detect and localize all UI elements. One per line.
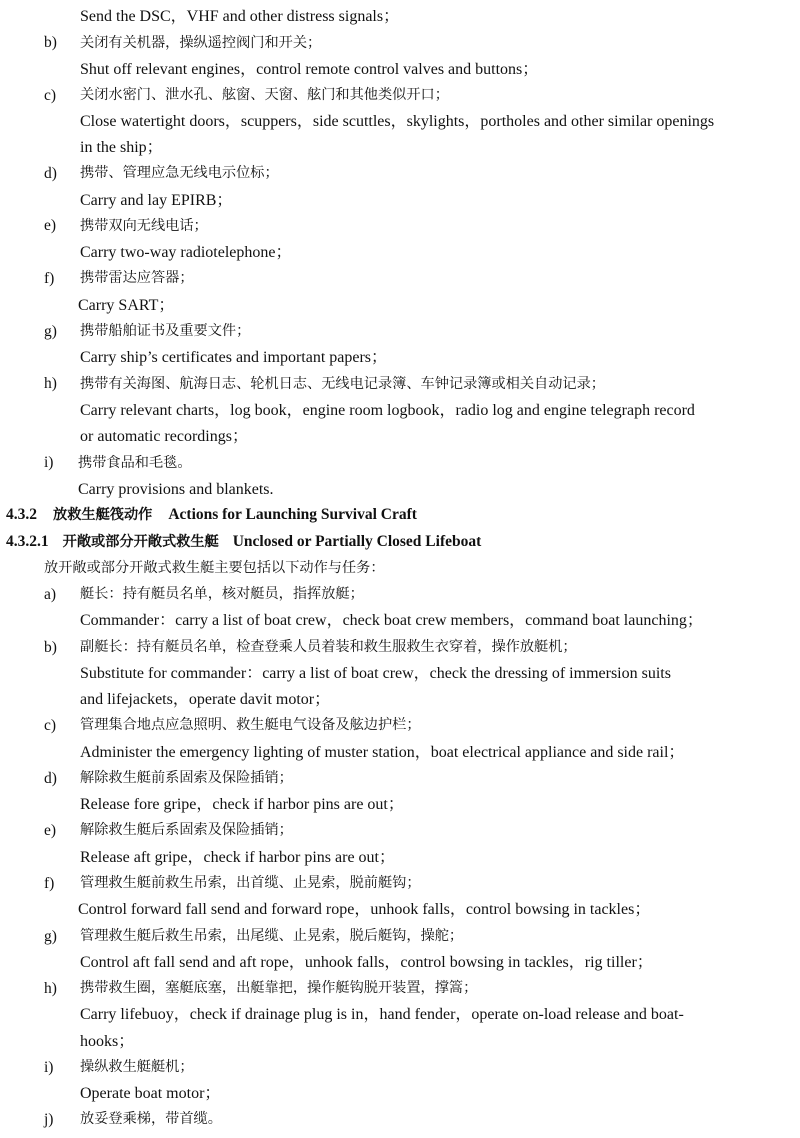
item-f-en: Carry SART； (78, 297, 175, 314)
task-i-zh: 操纵救生艇艇机； (80, 1059, 194, 1075)
item-e-en: Carry two-way radiotelephone； (80, 244, 292, 261)
subsection-number: 4.3.2.1 (6, 533, 49, 550)
item-c-en-line1: Close watertight doors，scuppers，side scuttles，skylights，portholes and other similar openings (80, 113, 715, 130)
item-e-zh: 携带双向无线电话； (80, 218, 208, 234)
item-h-en-line2: or automatic recordings； (80, 428, 248, 445)
task-letter-j: j) (44, 1111, 54, 1128)
item-letter-d: d) (44, 165, 57, 182)
task-g-zh: 管理救生艇后救生吊索，出尾缆、止晃索，脱后艇钩，操舵； (80, 928, 464, 944)
task-letter-a: a) (44, 586, 57, 603)
item-d-en: Carry and lay EPIRB； (80, 192, 233, 209)
item-c-zh: 关闭水密门、泄水孔、舷窗、天窗、舷门和其他类似开口； (80, 87, 449, 103)
subsection-title-zh: 开敞或部分开敞式救生艇 (62, 534, 219, 550)
task-letter-c: c) (44, 717, 57, 734)
task-f-en: Control forward fall send and forward rope，unhook falls，control bowsing in tackles； (78, 901, 651, 918)
item-c-en-line2: in the ship； (80, 139, 163, 156)
task-b-zh: 副艇长：持有艇员名单，检查登乘人员着装和救生服救生衣穿着，操作放艇机； (80, 639, 577, 655)
task-f-zh: 管理救生艇前救生吊索，出首缆、止晃索，脱前艇钩； (80, 875, 421, 891)
item-h-zh: 携带有关海图、航海日志、轮机日志、无线电记录簿、车钟记录簿或相关自动记录； (80, 376, 605, 392)
item-letter-e: e) (44, 217, 57, 234)
task-h-en-line1: Carry lifebuoy，check if drainage plug is in，hand fender，operate on-load release and boat- (80, 1006, 684, 1023)
subsection-title-en: Unclosed or Partially Closed Lifeboat (232, 533, 482, 550)
item-h-en-line1: Carry relevant charts，log book，engine room logbook，radio log and engine telegraph record (80, 402, 695, 419)
task-d-zh: 解除救生艇前系固索及保险插销； (80, 770, 293, 786)
task-i-en: Operate boat motor； (80, 1085, 221, 1102)
task-g-en: Control aft fall send and aft rope，unhook falls，control bowsing in tackles，rig tiller； (80, 954, 653, 971)
item-letter-c: c) (44, 87, 57, 104)
task-letter-f: f) (44, 875, 55, 892)
task-e-en: Release aft gripe，check if harbor pins are out； (80, 849, 395, 866)
task-h-zh: 携带救生圈，塞艇底塞，出艇靠把，操作艇钩脱开装置，撑篙； (80, 980, 478, 996)
section-title-en: Actions for Launching Survival Craft (168, 506, 417, 523)
item-i-zh: 携带食品和毛毯。 (78, 455, 192, 471)
item-letter-b: b) (44, 34, 57, 51)
task-b-en-line1: Substitute for commander：carry a list of boat crew，check the dressing of immersion suits (80, 665, 671, 682)
item-g-zh: 携带船舶证书及重要文件； (80, 323, 251, 339)
dsc-signal-text: Send the DSC，VHF and other distress signals； (80, 8, 400, 25)
item-b-en: Shut off relevant engines，control remote control valves and buttons； (80, 61, 539, 78)
task-letter-b: b) (44, 639, 57, 656)
item-letter-h: h) (44, 375, 57, 392)
task-h-en-line2: hooks； (80, 1033, 135, 1050)
task-letter-h: h) (44, 980, 57, 997)
task-c-zh: 管理集合地点应急照明、救生艇电气设备及舷边护栏； (80, 717, 421, 733)
task-d-en: Release fore gripe，check if harbor pins are out； (80, 796, 404, 813)
task-a-en: Commander：carry a list of boat crew，check boat crew members，command boat launching； (80, 612, 703, 629)
task-letter-d: d) (44, 770, 57, 787)
task-letter-g: g) (44, 928, 57, 945)
item-d-zh: 携带、管理应急无线电示位标； (80, 165, 279, 181)
section-heading-4-3-2 (6, 507, 417, 523)
section-title-zh: 放救生艇筏动作 (53, 507, 153, 523)
section-number: 4.3.2 (6, 506, 37, 523)
task-a-zh: 艇长：持有艇员名单，核对艇员，指挥放艇； (80, 586, 364, 602)
task-letter-e: e) (44, 822, 57, 839)
item-i-en: Carry provisions and blankets. (78, 481, 274, 498)
item-b-zh: 关闭有关机器，操纵遥控阀门和开关； (80, 35, 322, 51)
item-f-zh: 携带雷达应答器； (80, 270, 194, 286)
section-heading-4-3-2-1 (6, 534, 481, 550)
task-e-zh: 解除救生艇后系固索及保险插销； (80, 822, 293, 838)
section-intro-zh: 放开敞或部分开敞式救生艇主要包括以下动作与任务： (44, 560, 385, 576)
item-letter-g: g) (44, 323, 57, 340)
task-c-en: Administer the emergency lighting of muster station，boat electrical appliance and side rail； (80, 744, 685, 761)
item-letter-f: f) (44, 270, 55, 287)
task-b-en-line2: and lifejackets，operate davit motor； (80, 691, 331, 708)
task-letter-i: i) (44, 1059, 54, 1076)
item-g-en: Carry ship’s certificates and important papers； (80, 349, 388, 366)
item-letter-i: i) (44, 454, 54, 471)
task-j-zh: 放妥登乘梯，带首缆。 (80, 1111, 222, 1127)
